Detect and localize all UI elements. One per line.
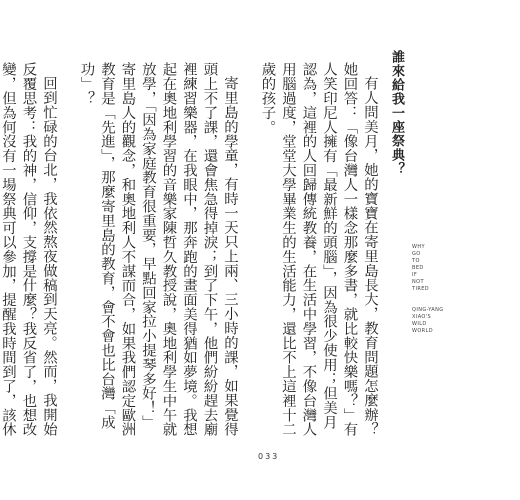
- book-title-en: [412, 244, 452, 293]
- page-number: 033: [258, 452, 280, 461]
- author-credit-en: [412, 307, 452, 335]
- book-title-line: BED: [412, 265, 424, 271]
- author-line: WILD: [412, 321, 427, 327]
- author-line: QING-YANG: [412, 307, 444, 313]
- book-title-line: WHY: [412, 244, 425, 250]
- author-line: WORLD: [412, 328, 433, 334]
- book-title-line: TIRED: [412, 286, 430, 292]
- article-title: 誰來給我一座祭典？: [389, 50, 404, 176]
- paragraph: 回到忙碌的台北，我依然熬夜做稿到天亮。然而，我開始反覆思考：我的神，信仰，支撐是什麼？我反省了，也想改變，但為何沒有一場祭典可以參加，提醒我時間到了，該休: [0, 62, 57, 437]
- paragraph: 寄里島的學童，有時一天只上兩、三小時的課，如果覺得頭上不了課，還會焦急得掉淚；到了下午，他們紛紛趕去廟裡練習樂器，在我眼中，那奔跑的畫面美得猶如夢境。我想起在奧地利學習的音樂家陳哲久教授說，奧地利學生中午就放學，「因為家庭教育很重要，早點回家拉小提琴多好！」寄里島人的觀念，和奧地利人不謀而合，如果我們認定歐洲教育是「先進」，那麼寄里島的教育，會不會也比台灣「成功」？: [78, 62, 238, 437]
- book-title-line: TO: [412, 258, 420, 264]
- article-body: [0, 62, 380, 440]
- book-title-line: NOT: [412, 279, 424, 285]
- paragraph: 有人問美月，她的寶寶在寄里島長大，教育問題怎麼辦？她回答：「像台灣人一樣念那麼多書，就比較快樂嗎？」有人笑印尼人擁有「最新鮮的頭腦」，因為很少使用；但美月認為，這裡的人回歸傳統教養，在生活中學習，不像台灣人用腦過度，堂堂大學畢業生的生活能力，還比不上這裡十二歲的孩子。: [259, 62, 378, 437]
- running-head: [412, 244, 452, 335]
- author-line: XIAO'S: [412, 314, 432, 320]
- book-title-line: GO: [412, 251, 421, 257]
- book-title-line: IF: [412, 272, 418, 278]
